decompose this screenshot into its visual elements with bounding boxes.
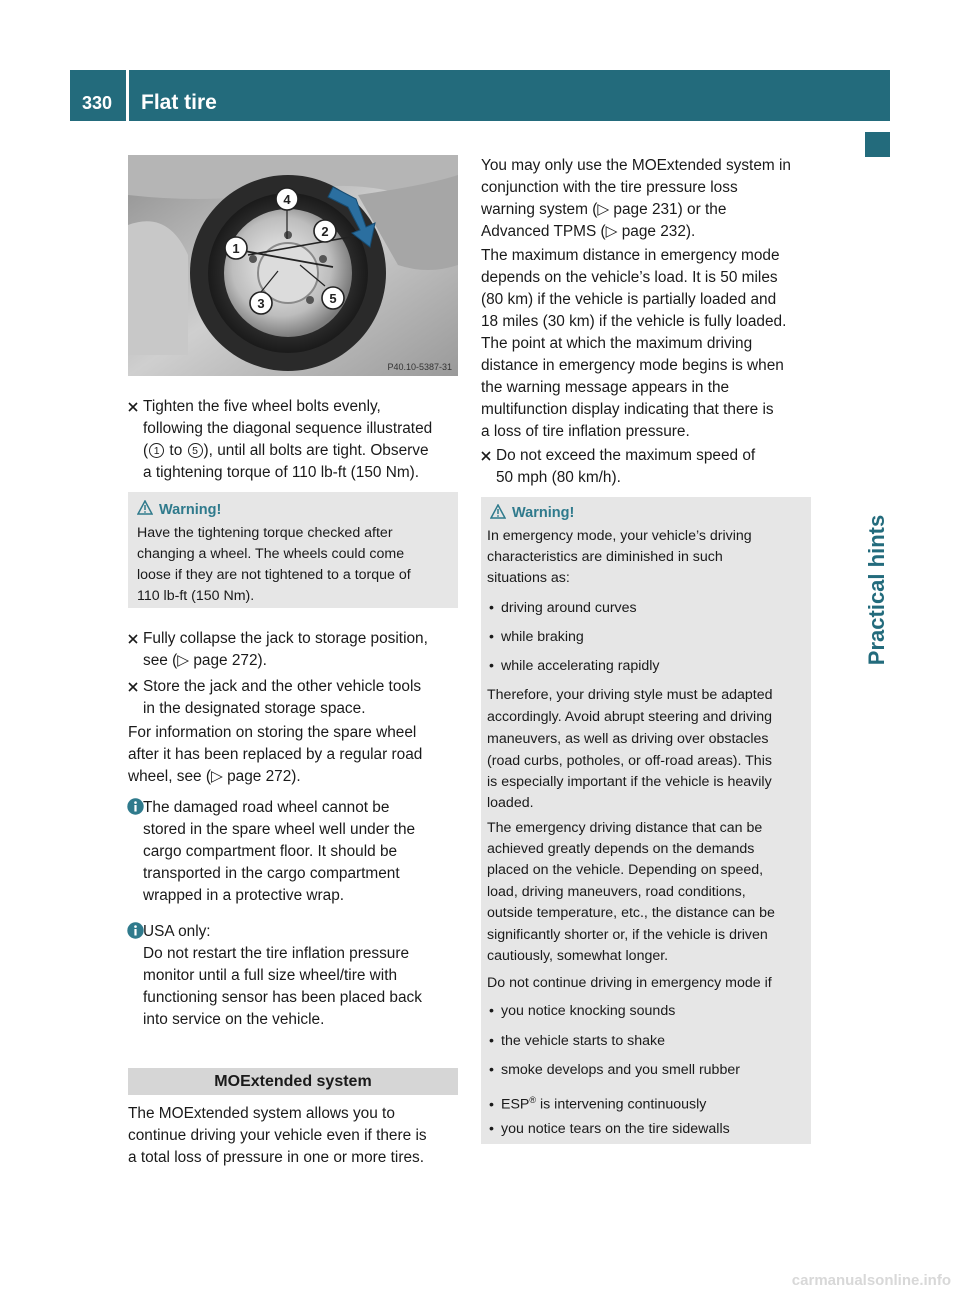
warning-intro-line: In emergency mode, your vehicle’s driving [487,528,752,544]
right-para1-line: You may only use the MOExtended system in [481,157,791,174]
callout-4: 4 [283,192,291,207]
side-tab-marker [865,132,890,157]
step-arrow-icon [128,682,138,692]
header-divider [126,70,129,121]
callout-ref-1: 1 [149,443,164,458]
step-arrow-icon [128,634,138,644]
right-para2-line: (80 km) if the vehicle is partially loaded and [481,291,777,308]
bullet-item: • you notice tears on the tire sidewalls [489,1121,730,1137]
right-para2-line: 18 miles (30 km) if the vehicle is fully loaded. [481,313,787,330]
left-step2-line2: see (▷ page 272). [143,652,267,669]
warning-para-line: significantly shorter or, if the vehicle is driven [487,927,768,943]
left-para2-line: a total loss of pressure in one or more tires. [128,1149,424,1166]
bullet-item: • while braking [489,629,584,645]
warning-triangle-icon [490,504,506,526]
callout-3: 3 [257,296,265,311]
info1-line: cargo compartment floor. It should be [143,843,398,860]
warning-para-line: outside temperature, etc., the distance can be [487,905,775,921]
warning-para-line: The emergency driving distance that can be [487,820,763,836]
warning-intro-line: characteristics are diminished in such [487,549,723,565]
info1-line: wrapped in a protective wrap. [143,887,345,904]
warning-para-line: accordingly. Avoid abrupt steering and driving [487,709,772,725]
warning-para-line: Therefore, your driving style must be adapted [487,687,773,703]
right-para2-line: a loss of tire inflation pressure. [481,423,690,440]
left-para1-line: For information on storing the spare wheel [128,724,417,741]
callout-2: 2 [321,224,329,239]
warning-intro-line: situations as: [487,570,570,586]
info-icon [127,922,144,939]
info1-line: The damaged road wheel cannot be [143,799,390,816]
bullet-item: • smoke develops and you smell rubber [489,1062,740,1078]
right-para2-line: the warning message appears in the [481,379,730,396]
warning-para-line: achieved greatly depends on the demands [487,841,755,857]
step-arrow-icon [481,451,491,461]
right-para2-line: The point at which the maximum driving [481,335,753,352]
right-para1-line: Advanced TPMS (▷ page 232). [481,223,696,240]
figure-code: P40.10-5387-31 [387,362,452,372]
left-step1-line2: following the diagonal sequence illustrated [143,420,433,437]
wheel-bolt-illustration [128,155,458,376]
bullet-item: • the vehicle starts to shake [489,1033,666,1049]
right-para1-line: warning system (▷ page 231) or the [481,201,727,218]
wheel-bolt-figure [128,155,458,376]
info-icon [127,798,144,815]
callout-ref-5: 5 [188,443,203,458]
side-tab-label: Practical hints [864,514,889,666]
bullet-item: • you notice knocking sounds [489,1003,676,1019]
warning-para-line: (road curbs, potholes, or off-road areas). This [487,753,772,769]
section-heading: MOExtended system [128,1068,458,1095]
warning-para-line: cautiously, somewhat longer. [487,948,669,964]
warning-para-line: maneuvers, as well as driving over obstacles [487,731,769,747]
bullet-item: • ESP® is intervening continuously [489,1095,707,1113]
warning-para-line: load, driving maneuvers, road conditions, [487,884,746,900]
left-para1-line: wheel, see (▷ page 272). [128,768,301,785]
warning-box-right [481,497,811,1144]
page-title: Flat tire [141,91,217,114]
info2-line: into service on the vehicle. [143,1011,325,1028]
info2-line: monitor until a full size wheel/tire with [143,967,398,984]
warning-para-line: placed on the vehicle. Depending on speed, [487,862,764,878]
right-para2-line: depends on the vehicle’s load. It is 50 miles [481,269,778,286]
warning-line: Have the tightening torque checked after [137,525,393,541]
watermark-url[interactable]: carmanualsonline.info [791,1272,951,1289]
left-para1-line: after it has been replaced by a regular road [128,746,423,763]
warning-triangle-icon [137,500,153,522]
left-para2-line: The MOExtended system allows you to [128,1105,395,1122]
left-step1-line4: a tightening torque of 110 lb-ft (150 Nm). [143,464,420,481]
right-para2-line: multifunction display indicating that there is [481,401,774,418]
warning-para-line: Do not continue driving in emergency mode if [487,975,772,991]
left-para2-line: continue driving your vehicle even if there is [128,1127,427,1144]
info2-line: USA only: [143,923,211,940]
warning-title: Warning! [159,502,222,518]
right-step1-line1: Do not exceed the maximum speed of [496,447,756,464]
right-para2-line: The maximum distance in emergency mode [481,247,780,264]
left-step3-line1: Store the jack and the other vehicle tools [143,678,422,695]
right-step1-line2: 50 mph (80 km/h). [496,469,621,486]
left-step1-line3: ( 1 to 5 ), until all bolts are tight. Observe [143,442,429,459]
warning-title: Warning! [512,505,575,521]
left-step2-line1: Fully collapse the jack to storage position, [143,630,428,647]
callout-1: 1 [232,241,240,256]
warning-para-line: is especially important if the vehicle is heavily [487,774,772,790]
bullet-item: • driving around curves [489,600,637,616]
warning-line: changing a wheel. The wheels could come [137,546,405,562]
warning-para-line: loaded. [487,795,534,811]
left-step1-line1: Tighten the five wheel bolts evenly, [143,398,381,415]
info2-line: Do not restart the tire inflation pressure [143,945,410,962]
info1-line: transported in the cargo compartment [143,865,400,882]
info2-line: functioning sensor has been placed back [143,989,422,1006]
right-para1-line: conjunction with the tire pressure loss [481,179,738,196]
callout-5: 5 [329,291,337,306]
step-arrow-icon [128,402,138,412]
info1-line: stored in the spare wheel well under the [143,821,416,838]
right-para2-line: distance in emergency mode begins is when [481,357,784,374]
warning-line: 110 lb-ft (150 Nm). [137,588,255,604]
left-step3-line2: in the designated storage space. [143,700,366,717]
bullet-item: • while accelerating rapidly [489,658,660,674]
page-number: 330 [82,93,113,113]
warning-box-left [128,492,458,608]
warning-line: loose if they are not tightened to a torque of [137,567,411,583]
